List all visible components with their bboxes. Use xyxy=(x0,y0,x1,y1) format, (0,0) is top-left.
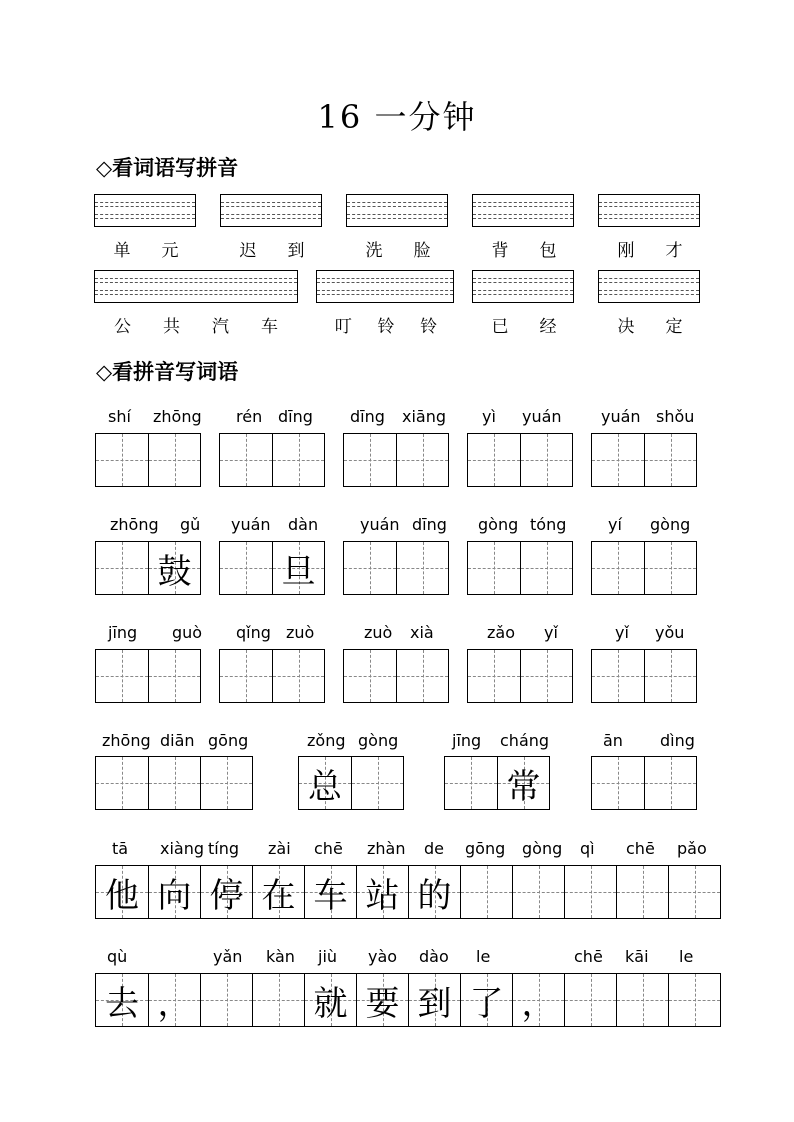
pinyin-label: qǐng xyxy=(236,623,271,642)
pinyin-label: yǐ xyxy=(615,623,629,642)
pinyin-write-box[interactable] xyxy=(220,194,322,227)
pinyin-label: yí xyxy=(608,515,622,534)
pinyin-label: yào xyxy=(368,947,398,966)
pinyin-label: xiàng xyxy=(160,839,205,858)
pinyin-label: jīng xyxy=(108,623,138,642)
prefilled-character: 了 xyxy=(469,983,504,1024)
pinyin-label: zhōng xyxy=(153,407,202,426)
prefilled-character: 车 xyxy=(313,875,348,916)
tianzige-box[interactable] xyxy=(343,649,449,703)
pinyin-label: zhōng xyxy=(110,515,159,534)
prefilled-character: 停 xyxy=(209,875,244,916)
pinyin-write-box[interactable] xyxy=(598,270,700,303)
pinyin-label: qù xyxy=(107,947,128,966)
page-title: 16 一分钟 xyxy=(317,98,477,136)
tianzige-box[interactable] xyxy=(95,433,201,487)
pinyin-label: chē xyxy=(314,839,343,858)
prefilled-character: 到 xyxy=(417,983,452,1024)
pinyin-label: gōng xyxy=(208,731,249,750)
pinyin-label: zuò xyxy=(286,623,315,642)
pinyin-label: gòng xyxy=(478,515,519,534)
pinyin-label: tā xyxy=(112,839,129,858)
word-label: 叮 铃 铃 xyxy=(334,317,438,337)
pinyin-label: chē xyxy=(626,839,655,858)
pinyin-write-box[interactable] xyxy=(94,270,298,303)
tianzige-box[interactable] xyxy=(467,649,573,703)
word-label: 背 包 xyxy=(491,241,557,261)
pinyin-label: yì xyxy=(482,407,496,426)
prefilled-character: 的 xyxy=(417,875,452,916)
pinyin-label: zài xyxy=(268,839,291,858)
section-heading-write-pinyin: ◇看词语写拼音 xyxy=(96,155,239,180)
pinyin-label: dīng xyxy=(350,407,385,426)
prefilled-character: 鼓 xyxy=(157,551,192,592)
pinyin-label: chē xyxy=(574,947,603,966)
pinyin-write-box[interactable] xyxy=(346,194,448,227)
pinyin-label: gòng xyxy=(650,515,691,534)
sentence-writing-grid[interactable] xyxy=(95,865,721,919)
prefilled-character: 在 xyxy=(261,875,296,916)
pinyin-label: yǒu xyxy=(655,623,685,642)
word-label: 刚 才 xyxy=(617,241,683,261)
pinyin-label: qì xyxy=(580,839,595,858)
tianzige-box[interactable] xyxy=(219,541,325,595)
pinyin-label: dīng xyxy=(278,407,313,426)
prefilled-character: 去 xyxy=(105,983,139,1024)
tianzige-box[interactable] xyxy=(467,541,573,595)
tianzige-box[interactable] xyxy=(95,649,201,703)
pinyin-label: kāi xyxy=(625,947,649,966)
prefilled-character: 旦 xyxy=(281,551,316,592)
word-label: 公 共 汽 车 xyxy=(114,317,278,337)
pinyin-label: kàn xyxy=(266,947,295,966)
tianzige-box[interactable] xyxy=(467,433,573,487)
tianzige-box[interactable] xyxy=(591,649,697,703)
pinyin-label: le xyxy=(679,947,694,966)
pinyin-label: tíng xyxy=(208,839,240,858)
tianzige-box[interactable] xyxy=(343,541,449,595)
pinyin-label: yuán xyxy=(360,515,400,534)
tianzige-box[interactable] xyxy=(95,541,201,595)
pinyin-label: gōng xyxy=(465,839,506,858)
word-label: 迟 到 xyxy=(239,241,305,261)
prefilled-character: 他 xyxy=(105,875,139,916)
pinyin-label: yǎn xyxy=(213,947,243,966)
pinyin-label: rén xyxy=(236,407,263,426)
prefilled-character: 常 xyxy=(506,766,541,807)
prefilled-punctuation: ， xyxy=(521,983,556,1024)
prefilled-character: 向 xyxy=(157,875,192,916)
pinyin-label: pǎo xyxy=(677,839,707,858)
pinyin-label: gòng xyxy=(358,731,399,750)
pinyin-label: de xyxy=(424,839,444,858)
prefilled-character: 站 xyxy=(365,875,400,916)
prefilled-punctuation: ， xyxy=(157,983,192,1024)
pinyin-label: zuò xyxy=(364,623,393,642)
section-heading-write-words: ◇看拼音写词语 xyxy=(96,359,239,384)
pinyin-label: cháng xyxy=(500,731,550,750)
tianzige-box[interactable] xyxy=(591,541,697,595)
pinyin-label: zhōng xyxy=(102,731,151,750)
prefilled-character: 要 xyxy=(365,983,400,1024)
pinyin-write-box[interactable] xyxy=(316,270,454,303)
pinyin-write-box[interactable] xyxy=(472,270,574,303)
pinyin-label: gǔ xyxy=(180,515,201,534)
tianzige-box[interactable] xyxy=(591,756,697,810)
pinyin-label: xiāng xyxy=(402,407,447,426)
pinyin-label: gòng xyxy=(522,839,563,858)
pinyin-label: yuán xyxy=(522,407,562,426)
tianzige-box[interactable] xyxy=(343,433,449,487)
pinyin-label: yuán xyxy=(601,407,641,426)
tianzige-box[interactable] xyxy=(219,649,325,703)
pinyin-label: ān xyxy=(603,731,623,750)
pinyin-label: guò xyxy=(172,623,203,642)
pinyin-label: tóng xyxy=(530,515,567,534)
pinyin-label: jiù xyxy=(318,947,338,966)
pinyin-label: shí xyxy=(108,407,131,426)
pinyin-label: zǎo xyxy=(487,623,515,642)
tianzige-box[interactable] xyxy=(219,433,325,487)
pinyin-write-box[interactable] xyxy=(598,194,700,227)
tianzige-box[interactable] xyxy=(591,433,697,487)
tianzige-box[interactable] xyxy=(95,756,253,810)
word-label: 洗 脸 xyxy=(365,241,431,261)
prefilled-character: 就 xyxy=(313,983,348,1024)
pinyin-write-box[interactable] xyxy=(472,194,574,227)
pinyin-label: yuán xyxy=(231,515,271,534)
pinyin-label: diān xyxy=(160,731,195,750)
word-label: 决 定 xyxy=(617,317,683,337)
pinyin-label: yǐ xyxy=(544,623,558,642)
pinyin-label: dàn xyxy=(288,515,319,534)
tianzige-box[interactable] xyxy=(444,756,550,810)
prefilled-character: 总 xyxy=(308,766,342,807)
pinyin-label: shǒu xyxy=(656,407,695,426)
pinyin-label: jīng xyxy=(452,731,482,750)
pinyin-label: dīng xyxy=(412,515,447,534)
pinyin-label: dìng xyxy=(660,731,695,750)
pinyin-label: zǒng xyxy=(307,731,346,750)
pinyin-label: le xyxy=(476,947,491,966)
word-label: 已 经 xyxy=(491,317,557,337)
word-label: 单 元 xyxy=(113,241,179,261)
pinyin-label: zhàn xyxy=(367,839,406,858)
pinyin-write-box[interactable] xyxy=(94,194,196,227)
pinyin-label: xià xyxy=(410,623,434,642)
pinyin-label: dào xyxy=(419,947,449,966)
tianzige-box[interactable] xyxy=(298,756,404,810)
sentence-writing-grid[interactable] xyxy=(95,973,721,1027)
